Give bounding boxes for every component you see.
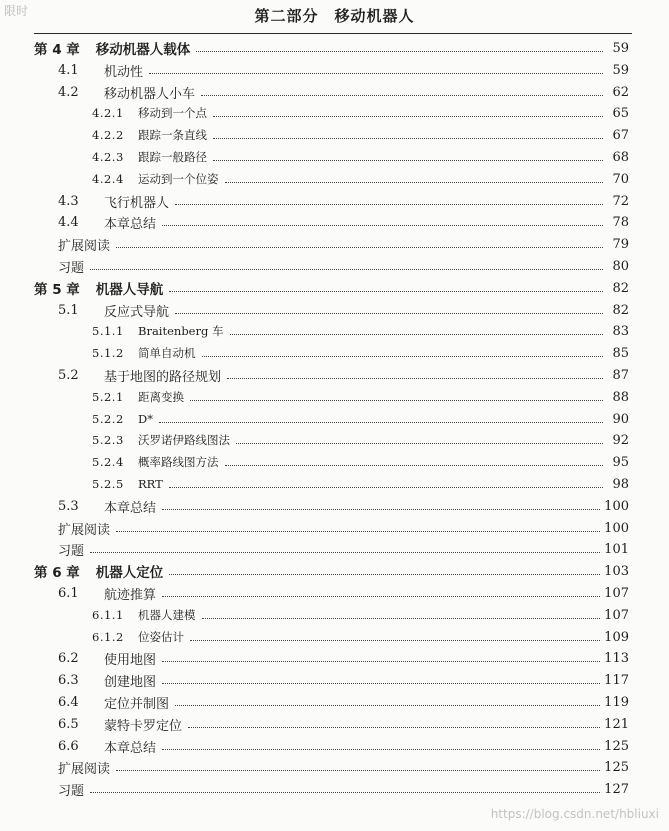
toc-number: 5.3: [58, 498, 79, 514]
toc-title: 创建地图: [104, 674, 157, 690]
toc-number: 5.2.2: [92, 412, 124, 426]
toc-section: [58, 714, 629, 734]
toc-title: 航迹推算: [104, 587, 157, 603]
toc-page-number: 100: [604, 520, 629, 536]
toc-number: 5.2: [58, 367, 79, 383]
toc-title: RRT: [138, 477, 163, 491]
toc-title: 沃罗诺伊路线图法: [138, 433, 230, 447]
toc-page-number: 125: [604, 738, 629, 754]
dot-leader: [90, 552, 600, 553]
toc-extra: [58, 779, 629, 799]
dot-leader: [190, 640, 600, 641]
dot-leader: [159, 422, 603, 423]
toc-chapter: [34, 38, 629, 58]
dot-leader: [190, 400, 603, 401]
toc-title: 运动到一个位姿: [138, 172, 219, 186]
toc-extra: [58, 539, 629, 559]
corner-mark: 限时: [4, 4, 29, 18]
toc-section: [58, 212, 629, 232]
toc-title: 扩展阅读: [58, 238, 111, 254]
toc-extra: [58, 256, 629, 276]
toc-subsection: [92, 474, 629, 494]
toc-section: [58, 300, 629, 320]
toc-title: 移动到一个点: [138, 106, 207, 120]
toc-title: 习题: [58, 783, 85, 799]
toc-page-number: 95: [612, 454, 629, 470]
toc-page-number: 59: [612, 62, 629, 78]
toc-number: 第 6 章: [34, 565, 80, 581]
toc-section: [58, 60, 629, 80]
toc-title: 机器人导航: [95, 282, 164, 298]
toc-number: 4.2.2: [92, 128, 124, 142]
dot-leader: [90, 269, 603, 270]
toc-title: 习题: [58, 260, 85, 276]
toc-number: 4.3: [58, 193, 79, 209]
toc-subsection: [92, 321, 629, 341]
toc-title: 蒙特卡罗定位: [104, 718, 183, 734]
toc-title: 本章总结: [104, 500, 157, 516]
toc-page-number: 107: [604, 607, 629, 623]
toc-page-number: 109: [604, 629, 629, 645]
toc-subsection: [92, 147, 629, 167]
toc-section: [58, 496, 629, 516]
toc-page-number: 78: [612, 214, 629, 230]
dot-leader: [202, 356, 604, 357]
dot-leader: [162, 683, 600, 684]
toc-section: [58, 365, 629, 385]
watermark: https://blog.csdn.net/hbliuxi: [490, 807, 659, 821]
toc-number: 6.1.2: [92, 630, 124, 644]
toc-title: 概率路线图方法: [138, 455, 219, 469]
toc-page-number: 80: [612, 258, 629, 274]
toc-number: 6.3: [58, 672, 79, 688]
toc-number: 5.2.4: [92, 455, 124, 469]
dot-leader: [227, 378, 603, 379]
toc-title: 位姿估计: [138, 630, 184, 644]
toc-page-number: 125: [604, 759, 629, 775]
toc-page-number: 79: [612, 236, 629, 252]
toc-subsection: [92, 343, 629, 363]
toc-page-number: 65: [612, 105, 629, 121]
toc-number: 4.2: [58, 84, 79, 100]
toc-section: [58, 736, 629, 756]
dot-leader: [116, 770, 600, 771]
toc-number: 4.4: [58, 214, 79, 230]
toc-title: D*: [138, 412, 153, 426]
toc-title: 移动机器人载体: [95, 42, 191, 58]
toc-number: 6.4: [58, 694, 79, 710]
toc-page-number: 83: [612, 323, 629, 339]
toc-subsection: [92, 452, 629, 472]
toc-number: 6.1: [58, 585, 79, 601]
toc-section: [58, 692, 629, 712]
dot-leader: [169, 291, 603, 292]
toc-title: 本章总结: [104, 740, 157, 756]
toc-chapter: [34, 561, 629, 581]
dot-leader: [116, 531, 600, 532]
toc-number: 6.5: [58, 716, 79, 732]
toc-section: [58, 670, 629, 690]
dot-leader: [162, 749, 600, 750]
toc-subsection: [92, 605, 629, 625]
toc-page-number: 127: [604, 781, 629, 797]
toc-page-number: 72: [612, 193, 629, 209]
dot-leader: [236, 443, 603, 444]
toc-number: 5.2.1: [92, 390, 124, 404]
toc-section: [58, 648, 629, 668]
dot-leader: [213, 160, 603, 161]
toc-number: 5.1: [58, 302, 79, 318]
dot-leader: [116, 247, 603, 248]
toc-extra: [58, 757, 629, 777]
toc-number: 6.1.1: [92, 608, 124, 622]
toc-number: 4.2.4: [92, 172, 124, 186]
toc-chapter: [34, 278, 629, 298]
toc-page-number: 113: [604, 650, 629, 666]
toc-number: 第 5 章: [34, 282, 80, 298]
toc-title: 距离变换: [138, 390, 184, 404]
toc-subsection: [92, 169, 629, 189]
toc-section: [58, 583, 629, 603]
dot-leader: [225, 182, 604, 183]
toc-title: 习题: [58, 543, 85, 559]
toc-title: 使用地图: [104, 652, 157, 668]
dot-leader: [213, 116, 603, 117]
dot-leader: [213, 138, 603, 139]
toc-subsection: [92, 103, 629, 123]
toc-subsection: [92, 627, 629, 647]
toc-page-number: 67: [612, 127, 629, 143]
toc-page-number: 88: [612, 389, 629, 405]
dot-leader: [90, 792, 600, 793]
dot-leader: [162, 661, 600, 662]
toc-title: 跟踪一条直线: [138, 128, 207, 142]
toc-title: Braitenberg 车: [138, 324, 224, 338]
toc-extra: [58, 234, 629, 254]
toc-number: 5.1.2: [92, 346, 124, 360]
toc-page-number: 90: [612, 411, 629, 427]
toc-title: 反应式导航: [104, 304, 170, 320]
dot-leader: [162, 596, 600, 597]
toc-page-number: 85: [612, 345, 629, 361]
dot-leader: [169, 574, 600, 575]
toc-number: 6.2: [58, 650, 79, 666]
toc-page-number: 68: [612, 149, 629, 165]
toc-number: 5.2.5: [92, 477, 124, 491]
dot-leader: [202, 618, 601, 619]
toc-title: 简单自动机: [138, 346, 196, 360]
toc-page-number: 121: [604, 716, 629, 732]
toc-title: 定位并制图: [104, 696, 170, 712]
toc-page-number: 119: [604, 694, 629, 710]
part-title: 第二部分 移动机器人: [254, 7, 415, 25]
toc-page-number: 117: [604, 672, 629, 688]
dot-leader: [196, 51, 603, 52]
dot-leader: [169, 487, 603, 488]
toc-page-number: 101: [604, 541, 629, 557]
toc-number: 5.2.3: [92, 433, 124, 447]
toc-title: 基于地图的路径规划: [104, 369, 222, 385]
dot-leader: [201, 95, 603, 96]
toc-page-number: 103: [604, 563, 629, 579]
toc-title: 跟踪一般路径: [138, 150, 207, 164]
dot-leader: [188, 727, 600, 728]
dot-leader: [175, 204, 603, 205]
toc-number: 4.2.1: [92, 106, 124, 120]
dot-leader: [175, 313, 603, 314]
toc-title: 机器人定位: [95, 565, 164, 581]
toc-subsection: [92, 387, 629, 407]
toc-title: 机动性: [104, 64, 144, 80]
toc-page-number: 82: [612, 280, 629, 296]
toc-number: 6.6: [58, 738, 79, 754]
toc-page-number: 98: [612, 476, 629, 492]
dot-leader: [175, 705, 600, 706]
toc-section: [58, 82, 629, 102]
toc-title: 移动机器人小车: [104, 86, 196, 102]
toc-page-number: 87: [612, 367, 629, 383]
toc-page-number: 100: [604, 498, 629, 514]
dot-leader: [162, 225, 603, 226]
toc-title: 飞行机器人: [104, 195, 170, 211]
toc-page-number: 59: [612, 40, 629, 56]
header-rule: [34, 33, 632, 34]
toc-page-number: 82: [612, 302, 629, 318]
toc-number: 4.1: [58, 62, 79, 78]
dot-leader: [230, 334, 604, 335]
toc-number: 4.2.3: [92, 150, 124, 164]
toc-number: 第 4 章: [34, 42, 80, 58]
dot-leader: [149, 73, 603, 74]
toc-section: [58, 191, 629, 211]
toc-page-number: 62: [612, 84, 629, 100]
toc-subsection: [92, 430, 629, 450]
toc-title: 扩展阅读: [58, 522, 111, 538]
dot-leader: [162, 509, 600, 510]
toc-title: 扩展阅读: [58, 761, 111, 777]
toc-number: 5.1.1: [92, 324, 124, 338]
toc-title: 本章总结: [104, 216, 157, 232]
toc-subsection: [92, 409, 629, 429]
toc-subsection: [92, 125, 629, 145]
toc-page-number: 92: [612, 432, 629, 448]
toc-extra: [58, 518, 629, 538]
toc-page-number: 107: [604, 585, 629, 601]
toc-page-number: 70: [612, 171, 629, 187]
toc-title: 机器人建模: [138, 608, 196, 622]
dot-leader: [225, 465, 604, 466]
